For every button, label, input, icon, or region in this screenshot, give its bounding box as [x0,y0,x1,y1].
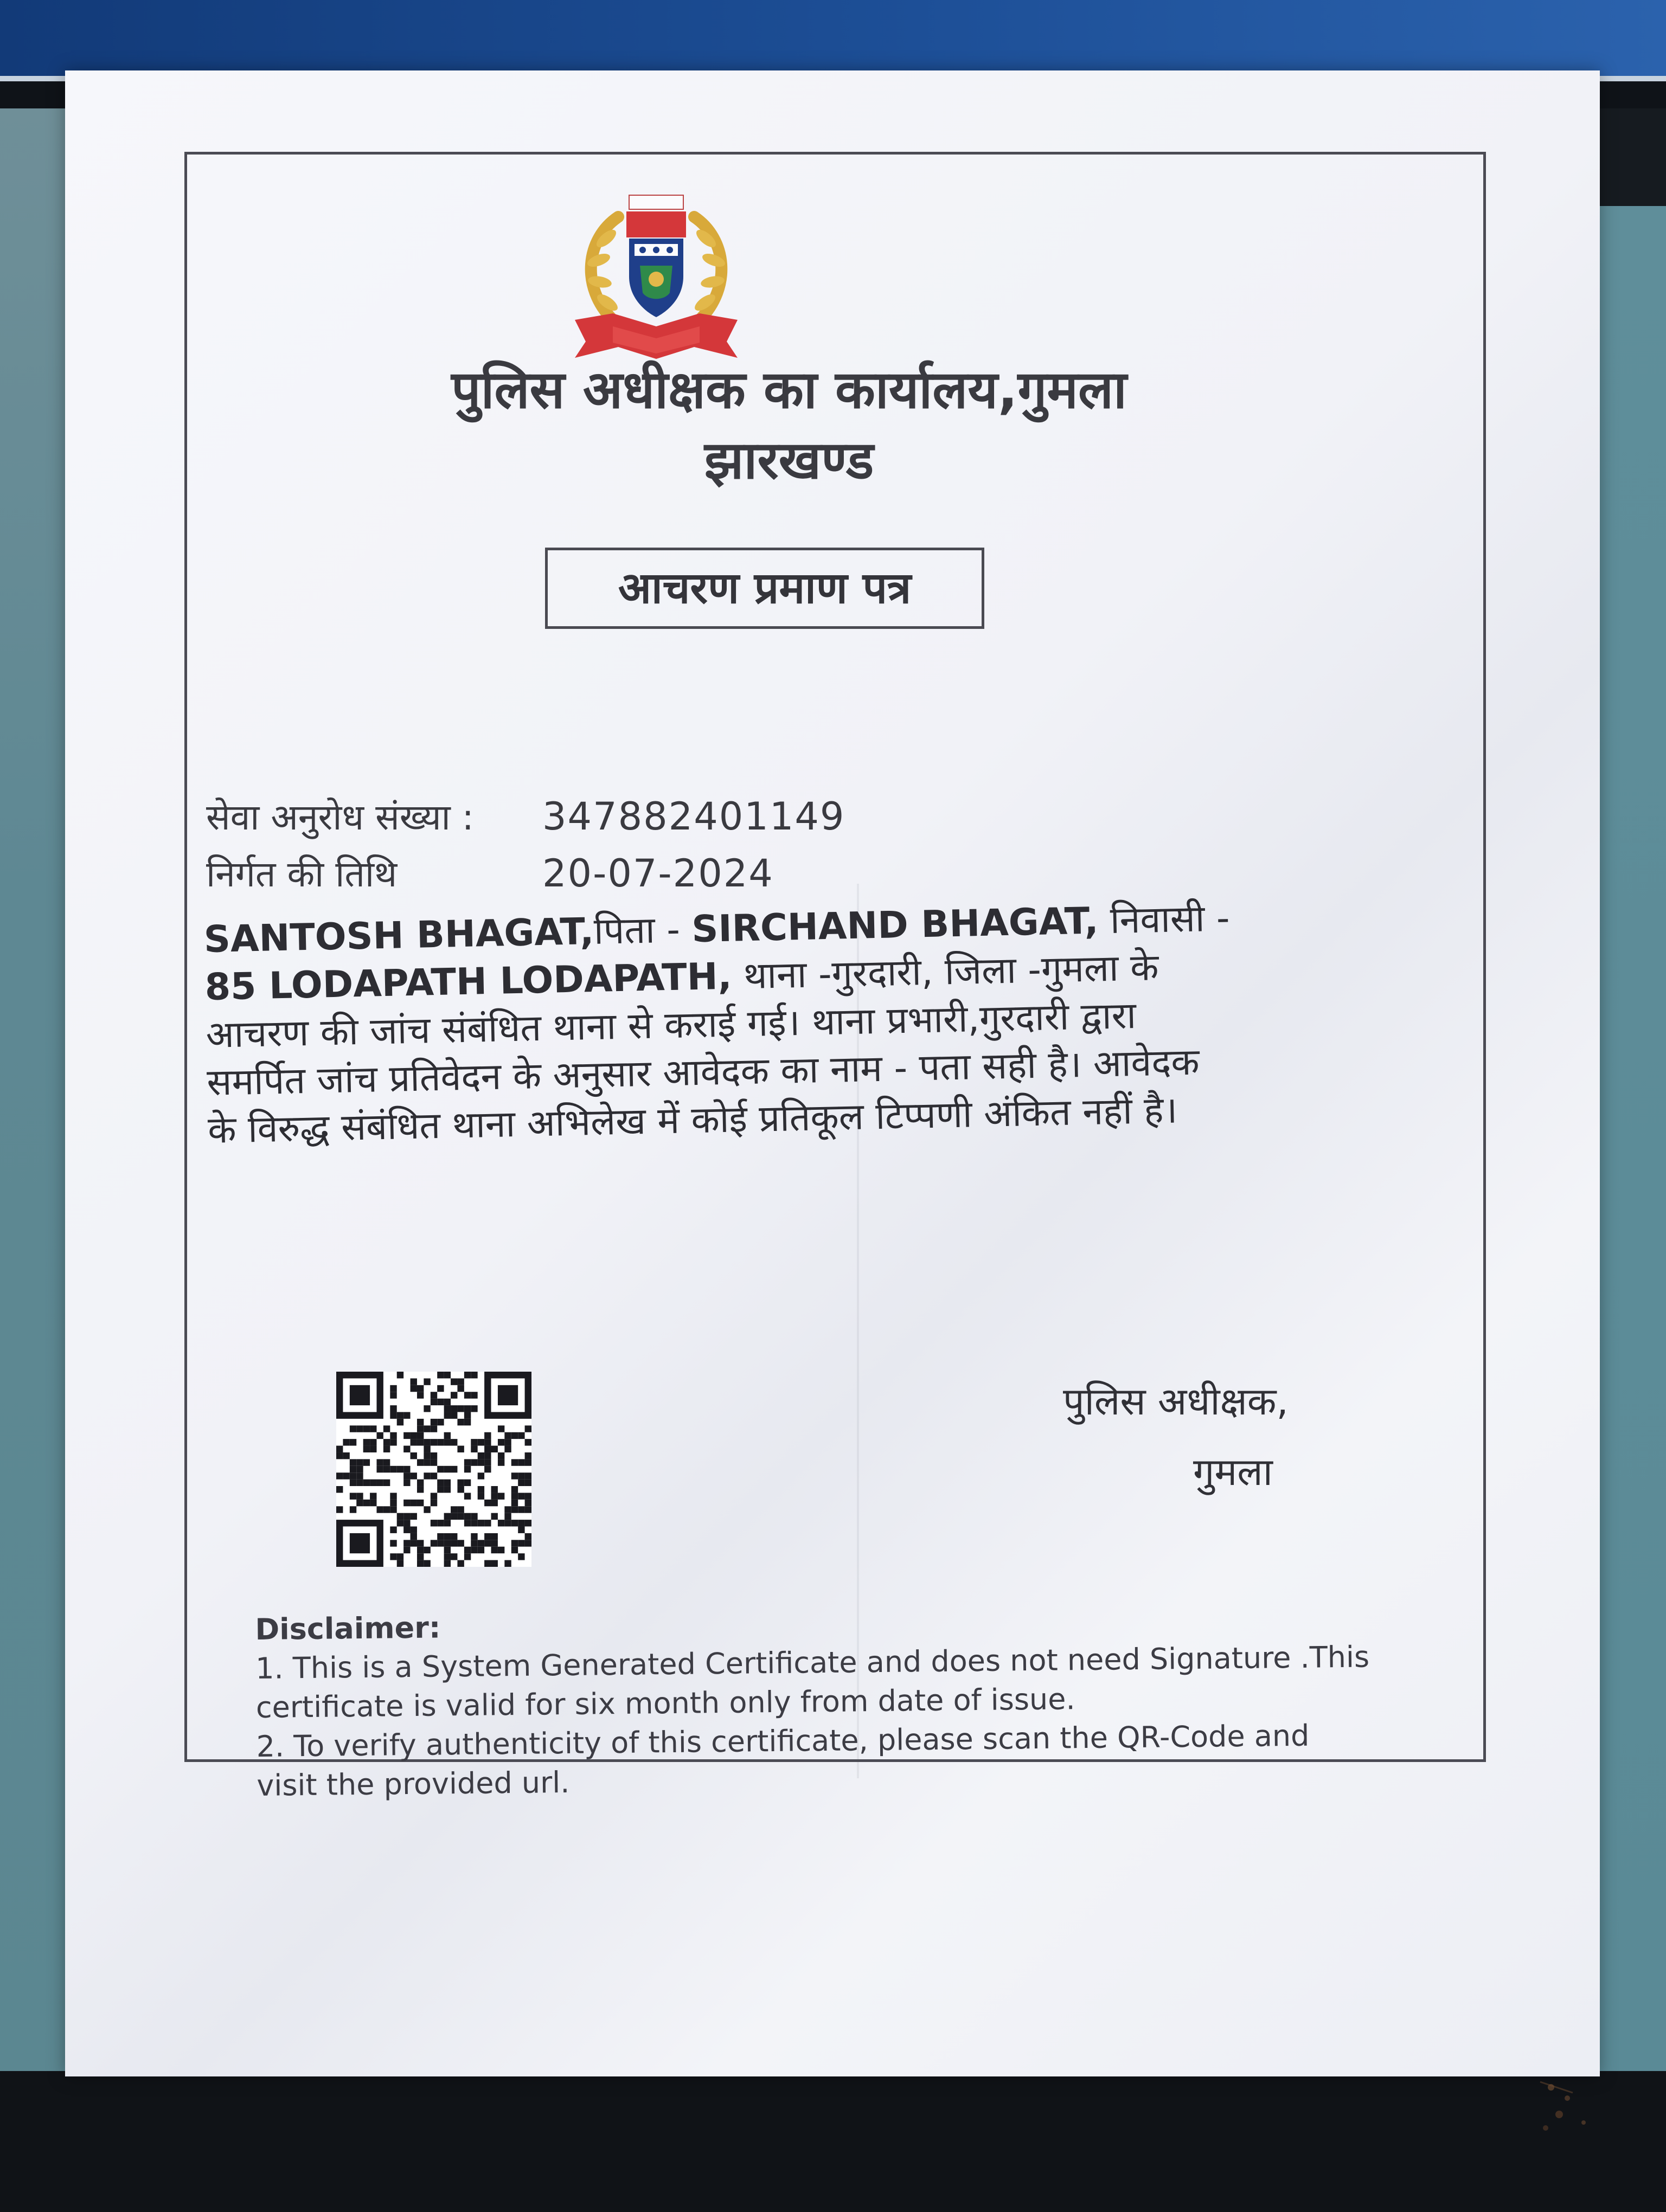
request-number-label: सेवा अनुरोध संख्या : [206,796,474,838]
certificate-body [203,889,1510,1155]
request-number-value: 347882401149 [542,794,845,839]
request-number-row [206,792,845,840]
issue-date-row [206,848,774,897]
father-name: SIRCHAND BHAGAT, [691,899,1099,951]
disclaimer-line-1: 1. This is a System Generated Certificate and does not need Signature .This [255,1639,1370,1686]
body-line-5: के विरुद्ध संबंधित थाना अभिलेख में कोई प्रतिकूल टिप्पणी अंकित नहीं है। [207,1089,1178,1152]
certificate-paper [65,70,1600,2076]
jharkhand-police-emblem-icon [553,184,759,363]
issue-date-label: निर्गत की तिथि [206,853,398,895]
address: 85 LODAPATH LODAPATH, [204,955,733,1009]
office-title: पुलिस अधीक्षक का कार्यालय,गुमला [451,359,1127,420]
background-bottom-band [0,2071,1666,2212]
disclaimer-line-3: 2. To verify authenticity of this certificate, please scan the QR-Code and [256,1718,1310,1764]
qr-code-icon[interactable] [336,1372,531,1567]
police-station-district: थाना -गुरदारी, जिला -गुमला के [731,946,1159,998]
signatory-block [1063,1366,1289,1507]
disclaimer-heading: Disclaimer: [255,1610,441,1647]
body-line-3: आचरण की जांच संबंधित थाना से कराई गई। थाना प्रभारी,गुरदारी द्वारा [205,994,1137,1057]
resident-label: निवासी - [1098,897,1231,943]
paper-stain [1529,2071,1616,2142]
signatory-designation: पुलिस अधीक्षक, [1063,1379,1289,1424]
state-title: झारखण्ड [704,430,874,491]
body-line-4: समर्पित जांच प्रतिवेदन के अनुसार आवेदक का नाम - पता सही है। आवेदक [206,1040,1200,1104]
signatory-place: गुमला [1193,1450,1273,1494]
certificate-title-box: आचरण प्रमाण पत्र [545,548,984,629]
applicant-name: SANTOSH BHAGAT, [203,910,594,961]
disclaimer-block [255,1598,1450,1805]
disclaimer-line-2: certificate is valid for six month only from date of issue. [255,1682,1075,1725]
father-label: पिता - [593,908,693,953]
disclaimer-line-4: visit the provided url. [257,1765,570,1803]
issue-date-value: 20-07-2024 [542,851,774,896]
